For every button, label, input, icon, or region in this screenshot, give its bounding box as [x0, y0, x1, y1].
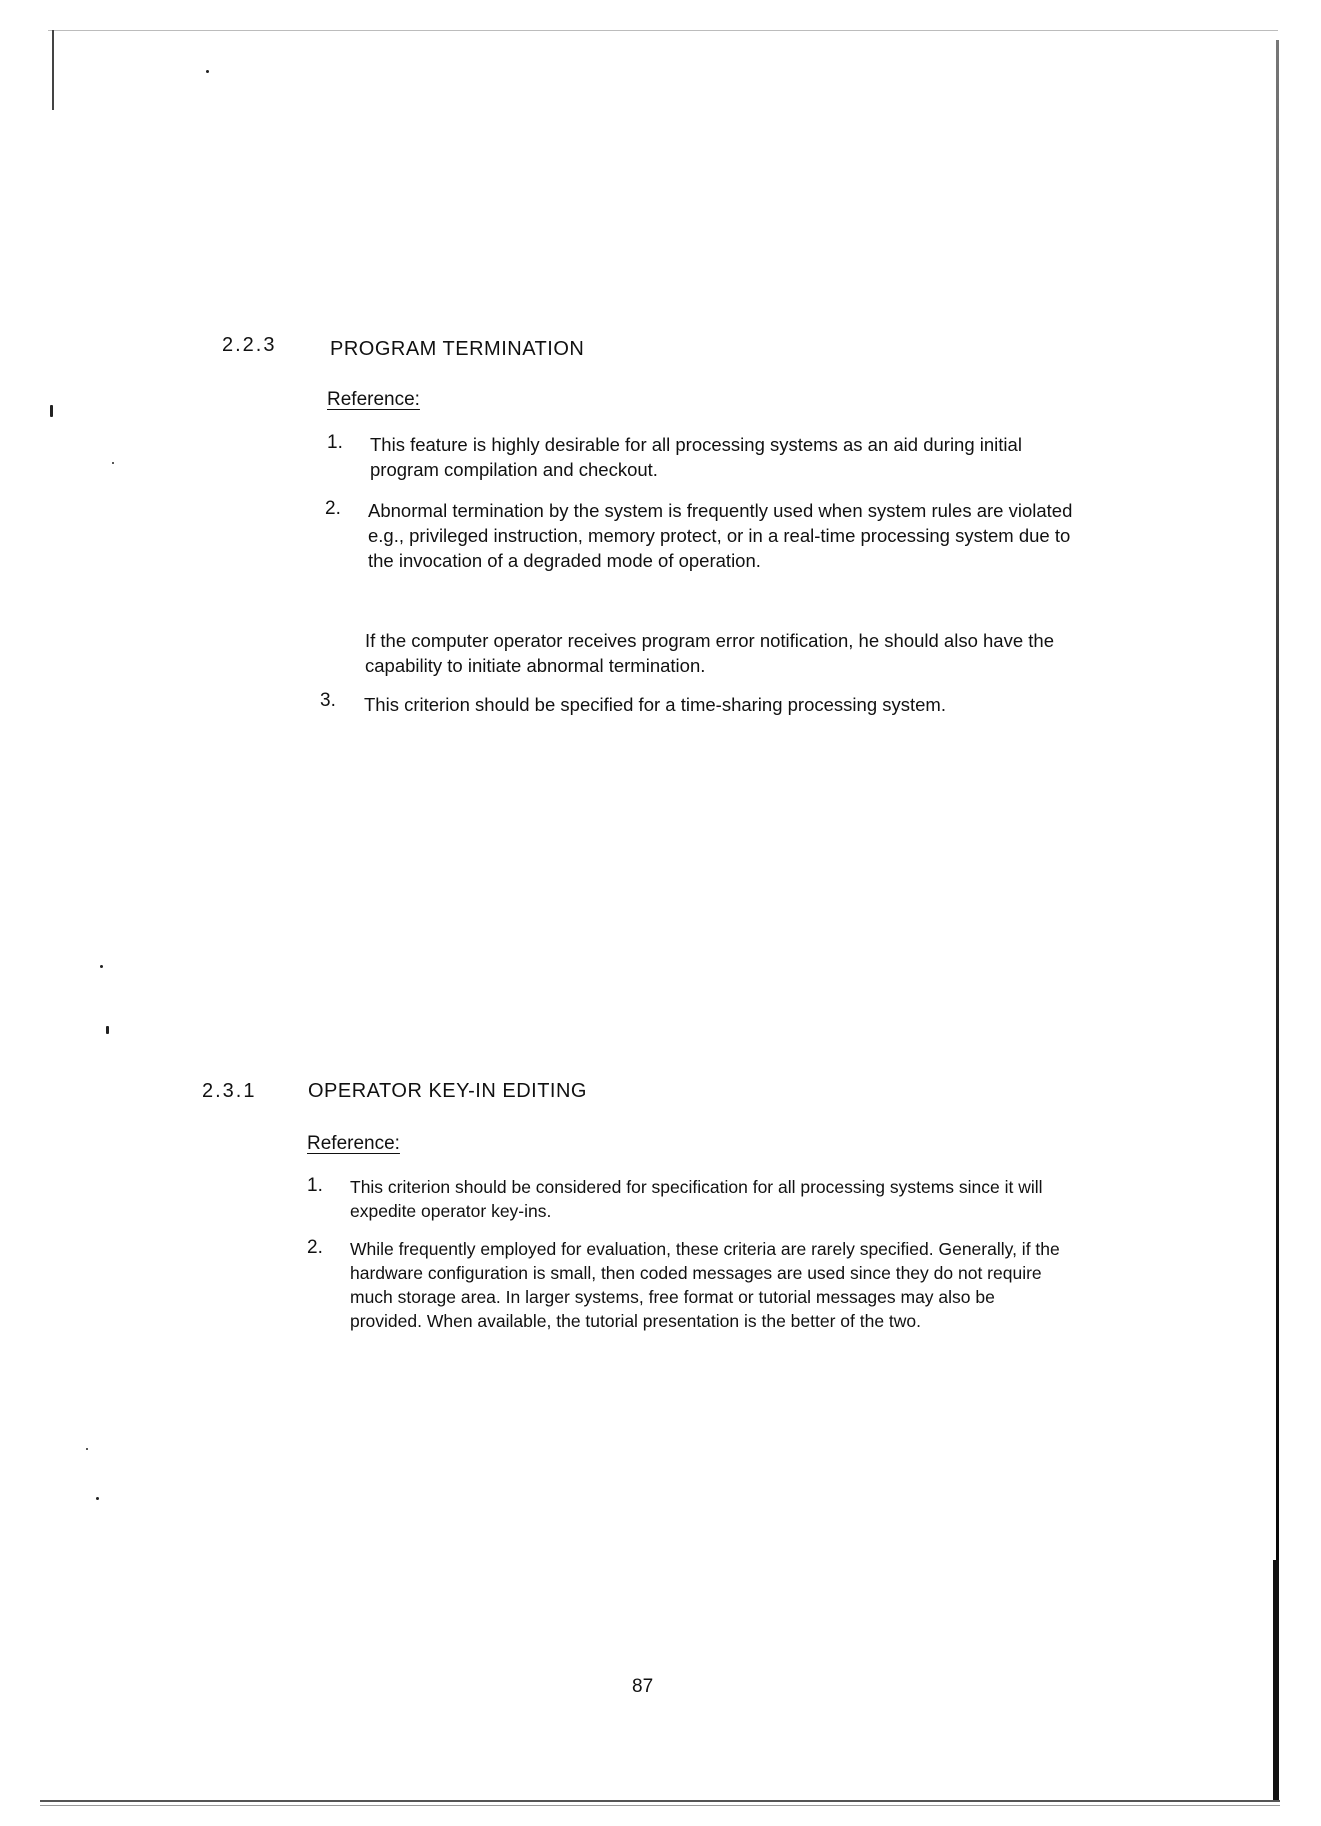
list-item-text: This feature is highly desirable for all processing systems as an aid during initial program compilation and checkout.: [370, 434, 1022, 480]
scan-speck: [86, 1448, 88, 1450]
scan-speck: [206, 70, 209, 73]
list-item-text: This criterion should be specified for a time-sharing processing system.: [364, 694, 946, 715]
list-item-number: 1.: [327, 432, 343, 453]
list-item-paragraph: If the computer operator receives program error notification, he should also have the capability to initiate abnormal termination.: [365, 630, 1054, 676]
list-item-number: 3.: [320, 690, 336, 711]
reference-label: Reference:: [327, 389, 420, 410]
scan-right-edge: [1276, 40, 1279, 1800]
scan-left-edge-mark: [52, 30, 54, 110]
list-item-number: 2.: [325, 498, 341, 519]
scan-speck: [106, 1026, 109, 1034]
page-number: 87: [632, 1676, 654, 1697]
list-item-number: 2.: [307, 1237, 323, 1258]
scan-speck: [96, 1497, 99, 1500]
section-number: 2.2.3: [222, 334, 277, 356]
section-number: 2.3.1: [202, 1080, 257, 1102]
scan-bottom-edge-line: [40, 1805, 1280, 1806]
scan-right-edge-shadow: [1273, 1560, 1279, 1800]
scan-speck: [50, 405, 53, 417]
section-title: PROGRAM TERMINATION: [330, 338, 585, 360]
scan-speck: [112, 462, 114, 464]
list-item-number: 1.: [307, 1175, 323, 1196]
list-item-text: While frequently employed for evaluation, these criteria are rarely specified. Generally, if the hardware configuration is small, then coded messages are used since they do not require much storage area. In larger systems, free format or tutorial messages may also be provided. When available, the tutorial presentation is the better of the two.: [350, 1239, 1060, 1331]
list-item-text: Abnormal termination by the system is frequently used when system rules are violated e.g., privileged instruction, memory protect, or in a real-time processing system due to the invocation of a degraded mode of operation.: [368, 500, 1073, 571]
scan-top-edge: [48, 30, 1278, 31]
list-item-text: This criterion should be considered for specification for all processing systems since it will expedite operator key-ins.: [350, 1177, 1043, 1221]
section-title: OPERATOR KEY-IN EDITING: [308, 1080, 587, 1102]
scan-bottom-edge: [40, 1800, 1280, 1802]
scan-speck: [100, 965, 103, 968]
reference-label: Reference:: [307, 1133, 400, 1154]
